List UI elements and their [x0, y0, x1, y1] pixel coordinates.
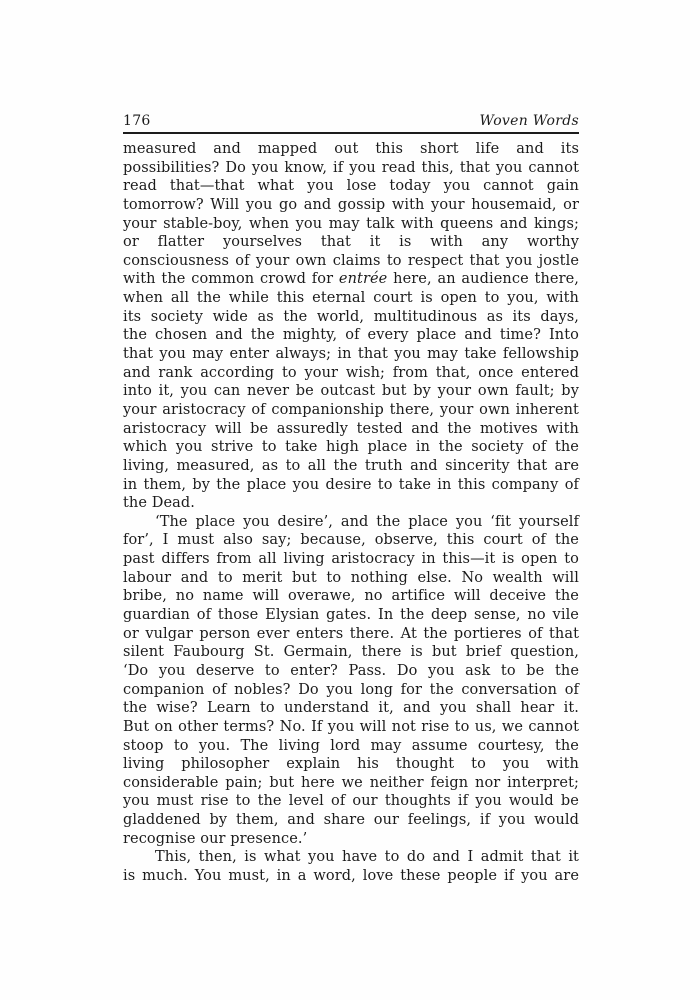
text-line	[123, 476, 579, 495]
text-segment: recognise our presence.’	[123, 830, 308, 847]
text-line	[123, 215, 579, 234]
text-line	[123, 270, 579, 289]
text-line	[123, 755, 579, 774]
text-segment: that you may enter always; in that you may take fellowship	[123, 346, 579, 363]
text-line	[123, 196, 579, 215]
text-line	[123, 643, 579, 662]
text-line	[123, 457, 579, 476]
text-line	[123, 308, 579, 327]
text-segment: ‘The place you desire’, and the place you ‘fit yourself	[155, 513, 579, 530]
text-line	[123, 326, 579, 345]
text-segment: gladdened by them, and share our feelings, if you would	[123, 812, 579, 829]
text-segment: in them, by the place you desire to take in this company of	[123, 476, 579, 493]
text-segment: tomorrow? Will you go and gossip with your housemaid, or	[123, 196, 579, 213]
text-segment: aristocracy will be assuredly tested and the motives with	[123, 420, 579, 437]
text-line	[123, 587, 579, 606]
text-segment: measured and mapped out this short life and its	[123, 141, 579, 157]
text-line	[123, 737, 579, 756]
text-segment: labour and to merit but to nothing else. No wealth will	[123, 569, 579, 586]
text-line	[123, 867, 579, 886]
running-title: Woven Words	[479, 113, 579, 129]
text-segment: into it, you can never be outcast but by your own fault; by	[123, 383, 579, 400]
text-segment: here, an audience there,	[387, 271, 580, 288]
text-segment: ‘Do you deserve to enter? Pass. Do you ask to be the	[123, 662, 579, 679]
text-segment: your stable-boy, when you may talk with queens and kings;	[123, 215, 579, 232]
text-segment: or vulgar person ever enters there. At the portieres of that	[123, 625, 579, 642]
text-segment: when all the while this eternal court is open to you, with	[123, 290, 579, 307]
text-line	[123, 420, 579, 439]
text-line	[123, 252, 579, 271]
text-segment: bribe, no name will overawe, no artifice will deceive the	[123, 588, 579, 605]
text-segment: guardian of those Elysian gates. In the deep sense, no vile	[123, 607, 579, 624]
text-segment: consciousness of your own claims to respect that you jostle	[123, 252, 579, 269]
text-line	[123, 830, 579, 849]
text-segment: the chosen and the mighty, of every place and time? Into	[123, 327, 579, 344]
text-segment: your aristocracy of companionship there, your own inherent	[123, 401, 579, 418]
text-line	[123, 569, 579, 588]
text-segment: you must rise to the level of our thoughts if you would be	[123, 793, 579, 810]
text-line	[123, 792, 579, 811]
text-segment: its society wide as the world, multitudinous as its days,	[123, 308, 579, 325]
text-line	[123, 364, 579, 383]
text-line	[123, 699, 579, 718]
text-segment: But on other terms? No. If you will not rise to us, we cannot	[123, 718, 579, 735]
page-number: 176	[123, 113, 151, 129]
text-line	[123, 774, 579, 793]
text-segment: companion of nobles? Do you long for the conversation of	[123, 681, 579, 698]
text-segment: and rank according to your wish; from that, once entered	[123, 364, 579, 381]
text-segment: past differs from all living aristocracy in this—it is open to	[123, 551, 579, 568]
header-rule	[123, 132, 579, 134]
text-line	[123, 718, 579, 737]
text-line	[123, 550, 579, 569]
text-line	[123, 438, 579, 457]
text-segment: possibilities? Do you know, if you read this, that you cannot	[123, 159, 579, 176]
text-segment: the Dead.	[123, 495, 195, 512]
text-segment: living, measured, as to all the truth and sincerity that are	[123, 457, 579, 474]
text-line	[123, 494, 579, 513]
text-line	[123, 345, 579, 364]
text-segment: for’, I must also say; because, observe, this court of the	[123, 532, 579, 549]
text-line	[123, 681, 579, 700]
text-segment: is much. You must, in a word, love these people if you are	[123, 867, 579, 884]
text-segment: This, then, is what you have to do and I admit that it	[155, 849, 579, 866]
text-line	[123, 848, 579, 867]
text-segment: stoop to you. The living lord may assume courtesy, the	[123, 737, 579, 754]
text-line	[123, 811, 579, 830]
text-segment: read that—that what you lose today you cannot gain	[123, 178, 579, 195]
text-line	[123, 159, 579, 178]
text-line	[123, 401, 579, 420]
page-header	[123, 111, 579, 131]
text-line	[123, 382, 579, 401]
text-line	[123, 140, 579, 159]
text-segment: considerable pain; but here we neither feign nor interpret;	[123, 774, 579, 791]
text-line	[123, 513, 579, 532]
text-segment: the wise? Learn to understand it, and you shall hear it.	[123, 700, 579, 717]
page-content	[123, 111, 579, 886]
text-line	[123, 606, 579, 625]
page-body	[123, 140, 579, 886]
text-segment: which you strive to take high place in the society of the	[123, 439, 579, 456]
italic-word: entrée	[338, 271, 388, 288]
text-line	[123, 289, 579, 308]
text-line	[123, 531, 579, 550]
text-segment: silent Faubourg St. Germain, there is but brief question,	[123, 644, 579, 661]
text-line	[123, 625, 579, 644]
text-segment: living philosopher explain his thought to you with	[123, 756, 579, 773]
text-line	[123, 233, 579, 252]
text-segment: with the common crowd for	[123, 271, 339, 288]
text-segment: or flatter yourselves that it is with any worthy	[123, 234, 579, 251]
text-line	[123, 177, 579, 196]
text-line	[123, 662, 579, 681]
